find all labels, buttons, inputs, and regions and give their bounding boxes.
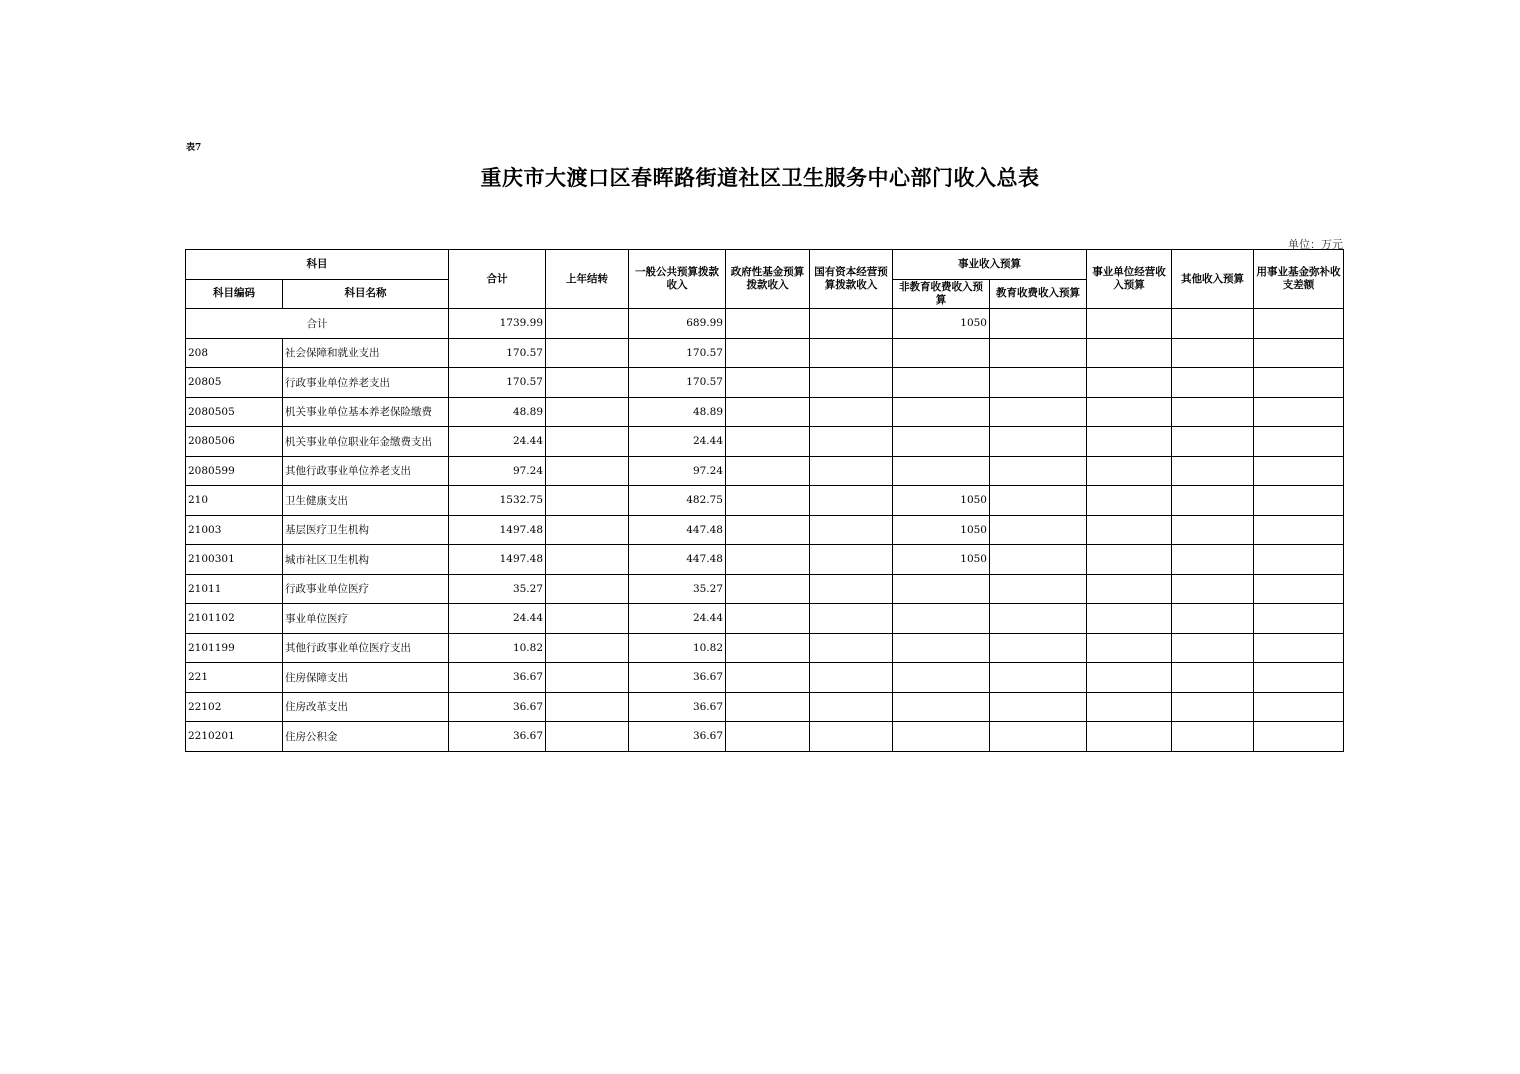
row-fund — [1254, 663, 1344, 693]
row-fund — [1254, 338, 1344, 368]
row-general: 482.75 — [629, 486, 726, 516]
row-noneducation — [893, 427, 990, 457]
row-operation — [1087, 663, 1172, 693]
row-noneducation: 1050 — [893, 515, 990, 545]
row-govfund — [726, 338, 810, 368]
row-govfund — [726, 397, 810, 427]
row-noneducation — [893, 722, 990, 752]
row-name: 其他行政事业单位医疗支出 — [283, 633, 449, 663]
row-name: 卫生健康支出 — [283, 486, 449, 516]
table-row — [186, 633, 1344, 663]
row-noneducation: 1050 — [893, 486, 990, 516]
row-general: 24.44 — [629, 604, 726, 634]
table-row — [186, 663, 1344, 693]
table-row — [186, 574, 1344, 604]
table-row — [186, 515, 1344, 545]
row-fund — [1254, 456, 1344, 486]
row-education — [990, 633, 1087, 663]
row-education — [990, 338, 1087, 368]
row-other — [1172, 338, 1254, 368]
row-stateown — [810, 545, 893, 575]
row-operation — [1087, 456, 1172, 486]
row-general: 36.67 — [629, 692, 726, 722]
row-carryover — [546, 604, 629, 634]
row-noneducation — [893, 368, 990, 398]
row-govfund — [726, 604, 810, 634]
row-code: 2101102 — [186, 604, 283, 634]
row-other — [1172, 427, 1254, 457]
row-other — [1172, 574, 1254, 604]
table-row — [186, 486, 1344, 516]
total-row-other — [1172, 309, 1254, 339]
row-education — [990, 692, 1087, 722]
row-code: 221 — [186, 663, 283, 693]
row-total: 97.24 — [449, 456, 546, 486]
row-code: 22102 — [186, 692, 283, 722]
row-name: 城市社区卫生机构 — [283, 545, 449, 575]
total-row-noneducation: 1050 — [893, 309, 990, 339]
header-other-income: 其他收入预算 — [1172, 250, 1254, 309]
row-general: 97.24 — [629, 456, 726, 486]
row-other — [1172, 545, 1254, 575]
row-education — [990, 663, 1087, 693]
total-row-carryover — [546, 309, 629, 339]
row-govfund — [726, 545, 810, 575]
row-operation — [1087, 397, 1172, 427]
row-general: 48.89 — [629, 397, 726, 427]
row-other — [1172, 515, 1254, 545]
table-row — [186, 427, 1344, 457]
row-stateown — [810, 368, 893, 398]
row-carryover — [546, 397, 629, 427]
total-row-general: 689.99 — [629, 309, 726, 339]
row-operation — [1087, 722, 1172, 752]
row-name: 住房改革支出 — [283, 692, 449, 722]
row-name: 机关事业单位职业年金缴费支出 — [283, 427, 449, 457]
row-carryover — [546, 545, 629, 575]
row-carryover — [546, 368, 629, 398]
row-general: 36.67 — [629, 722, 726, 752]
row-noneducation — [893, 663, 990, 693]
header-fund-offset: 用事业基金弥补收支差额 — [1254, 250, 1344, 309]
row-fund — [1254, 545, 1344, 575]
row-stateown — [810, 722, 893, 752]
header-operation-income: 事业单位经营收入预算 — [1087, 250, 1172, 309]
row-stateown — [810, 515, 893, 545]
table-row — [186, 692, 1344, 722]
row-stateown — [810, 427, 893, 457]
row-general: 35.27 — [629, 574, 726, 604]
row-operation — [1087, 427, 1172, 457]
row-noneducation — [893, 692, 990, 722]
row-education — [990, 486, 1087, 516]
row-total: 170.57 — [449, 368, 546, 398]
row-stateown — [810, 663, 893, 693]
row-total: 10.82 — [449, 633, 546, 663]
row-code: 21003 — [186, 515, 283, 545]
header-code: 科目编码 — [186, 279, 283, 309]
row-name: 住房保障支出 — [283, 663, 449, 693]
row-other — [1172, 397, 1254, 427]
row-total: 24.44 — [449, 427, 546, 457]
header-general-budget: 一般公共预算拨款收入 — [629, 250, 726, 309]
row-education — [990, 515, 1087, 545]
row-noneducation — [893, 338, 990, 368]
header-total: 合计 — [449, 250, 546, 309]
row-carryover — [546, 692, 629, 722]
row-govfund — [726, 368, 810, 398]
row-operation — [1087, 633, 1172, 663]
row-carryover — [546, 427, 629, 457]
row-carryover — [546, 722, 629, 752]
row-stateown — [810, 338, 893, 368]
row-fund — [1254, 692, 1344, 722]
row-education — [990, 368, 1087, 398]
row-code: 20805 — [186, 368, 283, 398]
row-govfund — [726, 633, 810, 663]
header-education: 教育收费收入预算 — [990, 279, 1087, 309]
row-operation — [1087, 368, 1172, 398]
row-name: 事业单位医疗 — [283, 604, 449, 634]
row-general: 447.48 — [629, 545, 726, 575]
row-education — [990, 722, 1087, 752]
row-operation — [1087, 604, 1172, 634]
row-fund — [1254, 633, 1344, 663]
row-code: 2080505 — [186, 397, 283, 427]
row-total: 36.67 — [449, 663, 546, 693]
total-row-total: 1739.99 — [449, 309, 546, 339]
table-row — [186, 456, 1344, 486]
row-total: 24.44 — [449, 604, 546, 634]
row-education — [990, 604, 1087, 634]
row-carryover — [546, 338, 629, 368]
page-title: 重庆市大渡口区春晖路街道社区卫生服务中心部门收入总表 — [480, 165, 1040, 190]
total-row-operation — [1087, 309, 1172, 339]
row-fund — [1254, 604, 1344, 634]
row-total: 1497.48 — [449, 545, 546, 575]
row-stateown — [810, 633, 893, 663]
header-state-owned: 国有资本经营预算拨款收入 — [810, 250, 893, 309]
row-fund — [1254, 574, 1344, 604]
row-operation — [1087, 692, 1172, 722]
row-carryover — [546, 486, 629, 516]
row-general: 10.82 — [629, 633, 726, 663]
row-name: 住房公积金 — [283, 722, 449, 752]
row-carryover — [546, 633, 629, 663]
row-other — [1172, 663, 1254, 693]
row-code: 2101199 — [186, 633, 283, 663]
row-operation — [1087, 574, 1172, 604]
row-general: 36.67 — [629, 663, 726, 693]
row-stateown — [810, 456, 893, 486]
row-name: 基层医疗卫生机构 — [283, 515, 449, 545]
table-row — [186, 397, 1344, 427]
row-fund — [1254, 515, 1344, 545]
row-total: 35.27 — [449, 574, 546, 604]
row-other — [1172, 604, 1254, 634]
table-row — [186, 368, 1344, 398]
row-govfund — [726, 574, 810, 604]
header-name: 科目名称 — [283, 279, 449, 309]
row-stateown — [810, 574, 893, 604]
row-other — [1172, 692, 1254, 722]
row-general: 447.48 — [629, 515, 726, 545]
header-non-education: 非教育收费收入预算 — [893, 279, 990, 309]
row-other — [1172, 633, 1254, 663]
table-row — [186, 604, 1344, 634]
row-carryover — [546, 515, 629, 545]
table-number: 表7 — [186, 143, 202, 153]
row-operation — [1087, 515, 1172, 545]
row-noneducation — [893, 397, 990, 427]
row-name: 行政事业单位养老支出 — [283, 368, 449, 398]
row-noneducation — [893, 456, 990, 486]
row-code: 2080599 — [186, 456, 283, 486]
header-row-1 — [186, 250, 1344, 280]
row-education — [990, 397, 1087, 427]
row-fund — [1254, 486, 1344, 516]
total-row — [186, 309, 1344, 339]
row-total: 1497.48 — [449, 515, 546, 545]
header-gov-fund: 政府性基金预算拨款收入 — [726, 250, 810, 309]
row-name: 行政事业单位医疗 — [283, 574, 449, 604]
header-business-income: 事业收入预算 — [893, 250, 1087, 280]
row-stateown — [810, 397, 893, 427]
row-code: 2080506 — [186, 427, 283, 457]
row-fund — [1254, 397, 1344, 427]
row-govfund — [726, 456, 810, 486]
total-row-education — [990, 309, 1087, 339]
row-stateown — [810, 486, 893, 516]
row-govfund — [726, 722, 810, 752]
row-govfund — [726, 692, 810, 722]
row-code: 21011 — [186, 574, 283, 604]
row-name: 机关事业单位基本养老保险缴费 — [283, 397, 449, 427]
row-total: 48.89 — [449, 397, 546, 427]
total-row-govfund — [726, 309, 810, 339]
row-other — [1172, 486, 1254, 516]
header-carryover: 上年结转 — [546, 250, 629, 309]
table-row — [186, 722, 1344, 752]
row-govfund — [726, 663, 810, 693]
row-name: 社会保障和就业支出 — [283, 338, 449, 368]
row-noneducation — [893, 574, 990, 604]
row-code: 2100301 — [186, 545, 283, 575]
row-total: 36.67 — [449, 692, 546, 722]
row-govfund — [726, 515, 810, 545]
row-education — [990, 427, 1087, 457]
row-general: 24.44 — [629, 427, 726, 457]
row-name: 其他行政事业单位养老支出 — [283, 456, 449, 486]
row-other — [1172, 456, 1254, 486]
income-summary-table — [185, 249, 1344, 752]
row-total: 36.67 — [449, 722, 546, 752]
row-carryover — [546, 456, 629, 486]
table-row — [186, 338, 1344, 368]
row-fund — [1254, 368, 1344, 398]
row-noneducation — [893, 633, 990, 663]
table-row — [186, 545, 1344, 575]
row-code: 2210201 — [186, 722, 283, 752]
row-stateown — [810, 692, 893, 722]
row-govfund — [726, 427, 810, 457]
row-operation — [1087, 338, 1172, 368]
row-total: 170.57 — [449, 338, 546, 368]
row-education — [990, 545, 1087, 575]
row-operation — [1087, 545, 1172, 575]
row-carryover — [546, 574, 629, 604]
row-fund — [1254, 427, 1344, 457]
row-total: 1532.75 — [449, 486, 546, 516]
row-education — [990, 574, 1087, 604]
row-operation — [1087, 486, 1172, 516]
row-noneducation: 1050 — [893, 545, 990, 575]
row-other — [1172, 368, 1254, 398]
row-carryover — [546, 663, 629, 693]
row-code: 208 — [186, 338, 283, 368]
row-code: 210 — [186, 486, 283, 516]
row-fund — [1254, 722, 1344, 752]
total-row-label: 合计 — [186, 309, 449, 339]
row-general: 170.57 — [629, 368, 726, 398]
total-row-stateown — [810, 309, 893, 339]
row-stateown — [810, 604, 893, 634]
row-general: 170.57 — [629, 338, 726, 368]
header-subject: 科目 — [186, 250, 449, 280]
row-govfund — [726, 486, 810, 516]
row-noneducation — [893, 604, 990, 634]
row-other — [1172, 722, 1254, 752]
unit-label: 单位：万元 — [1288, 238, 1343, 251]
row-education — [990, 456, 1087, 486]
total-row-fund — [1254, 309, 1344, 339]
